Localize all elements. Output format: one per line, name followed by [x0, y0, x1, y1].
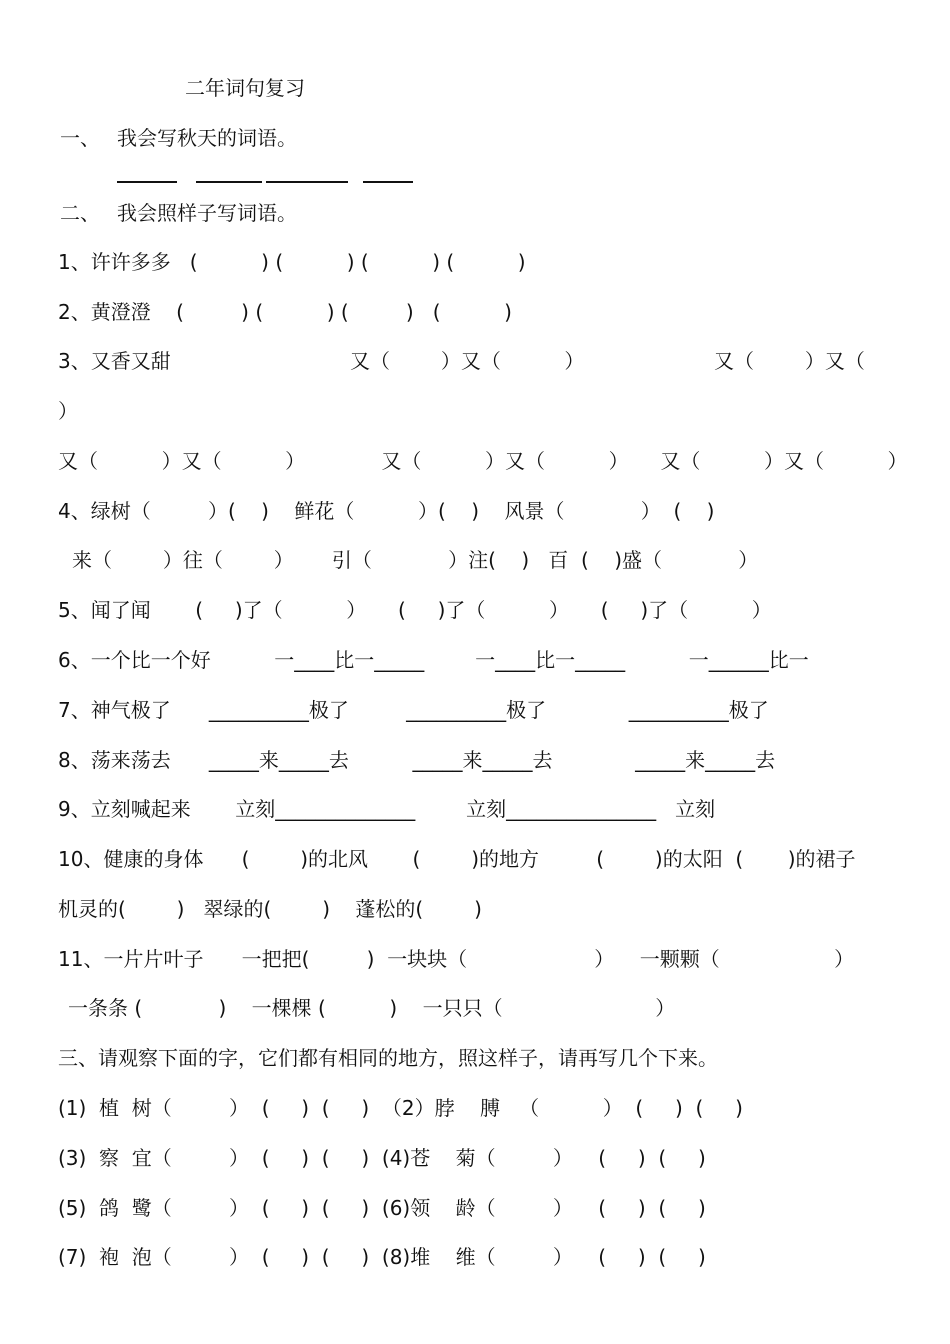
item-11-line-2: 一条条 ( ) 一棵棵 ( ) 一只只（ ）: [68, 996, 676, 1020]
item-2-line: 2、黄澄澄 ( ) ( ) ( ) ( ): [58, 300, 512, 324]
item-3-blanks-b: 又（ ）又（: [714, 349, 865, 373]
item-3-wrap: ）: [58, 399, 78, 423]
answer-blank-1[interactable]: [117, 181, 177, 183]
answer-blank-4[interactable]: [363, 181, 413, 183]
section-two-number: 二、: [60, 201, 100, 225]
item-1-line: 1、许许多多 ( ) ( ) ( ) ( ): [58, 250, 526, 274]
item-7-line: 7、神气极了 __________极了 __________极了 __________极了: [58, 698, 769, 722]
item-9-line: 9、立刻喊起来 立刻______________ 立刻_______________ 立刻: [58, 797, 716, 821]
char-pair-row-3: (5) 鸽 鹭（ ） ( ) ( ) (6)领 龄（ ） ( ) ( ): [58, 1196, 706, 1220]
char-pair-row-2: (3) 察 宜（ ） ( ) ( ) (4)苍 菊（ ） ( ) ( ): [58, 1146, 706, 1170]
item-6-line: 6、一个比一个好 一____比一_____ 一____比一_____ 一______比一: [58, 648, 809, 672]
item-3-example: 3、又香又甜: [58, 349, 171, 373]
item-11-line: 11、一片片叶子 一把把( ) 一块块（ ） 一颗颗（ ）: [58, 947, 855, 971]
answer-blank-3[interactable]: [266, 181, 348, 183]
item-8-line: 8、荡来荡去 _____来_____去 _____来_____去 _____来_____去: [58, 748, 776, 772]
section-two-heading: 我会照样子写词语。: [117, 201, 297, 225]
char-pair-row-1: (1) 植 树（ ） ( ) ( ) （2）脖 膊 （ ） ( ) ( ): [58, 1096, 743, 1120]
item-10-line: 10、健康的身体 ( )的北风 ( )的地方 ( )的太阳 ( )的裙子: [58, 847, 856, 871]
answer-blank-2[interactable]: [196, 181, 262, 183]
section-one-heading: 我会写秋天的词语。: [117, 126, 297, 150]
item-4-line: 4、绿树（ ）( ) 鲜花（ ）( ) 风景（ ） ( ): [58, 499, 715, 523]
item-10-line-2: 机灵的( ) 翠绿的( ) 蓬松的( ): [58, 897, 482, 921]
page-title: 二年词句复习: [185, 76, 305, 100]
section-three-heading: 三、请观察下面的字，它们都有相同的地方，照这样子，请再写几个下来。: [58, 1046, 718, 1070]
item-3-blanks-a: 又（ ）又（ ）: [350, 349, 585, 373]
item-4-line-2: 来（ ）往（ ） 引（ ）注( ) 百 ( )盛（ ）: [72, 548, 759, 572]
item-5-line: 5、闻了闻 ( )了（ ） ( )了（ ） ( )了（ ）: [58, 598, 772, 622]
section-one-number: 一、: [60, 126, 100, 150]
char-pair-row-4: (7) 袍 泡（ ） ( ) ( ) (8)堆 维（ ） ( ) ( ): [58, 1245, 706, 1269]
item-3-blanks-row: 又（ ）又（ ） 又（ ）又（ ） 又（ ）又（ ）: [58, 449, 908, 473]
